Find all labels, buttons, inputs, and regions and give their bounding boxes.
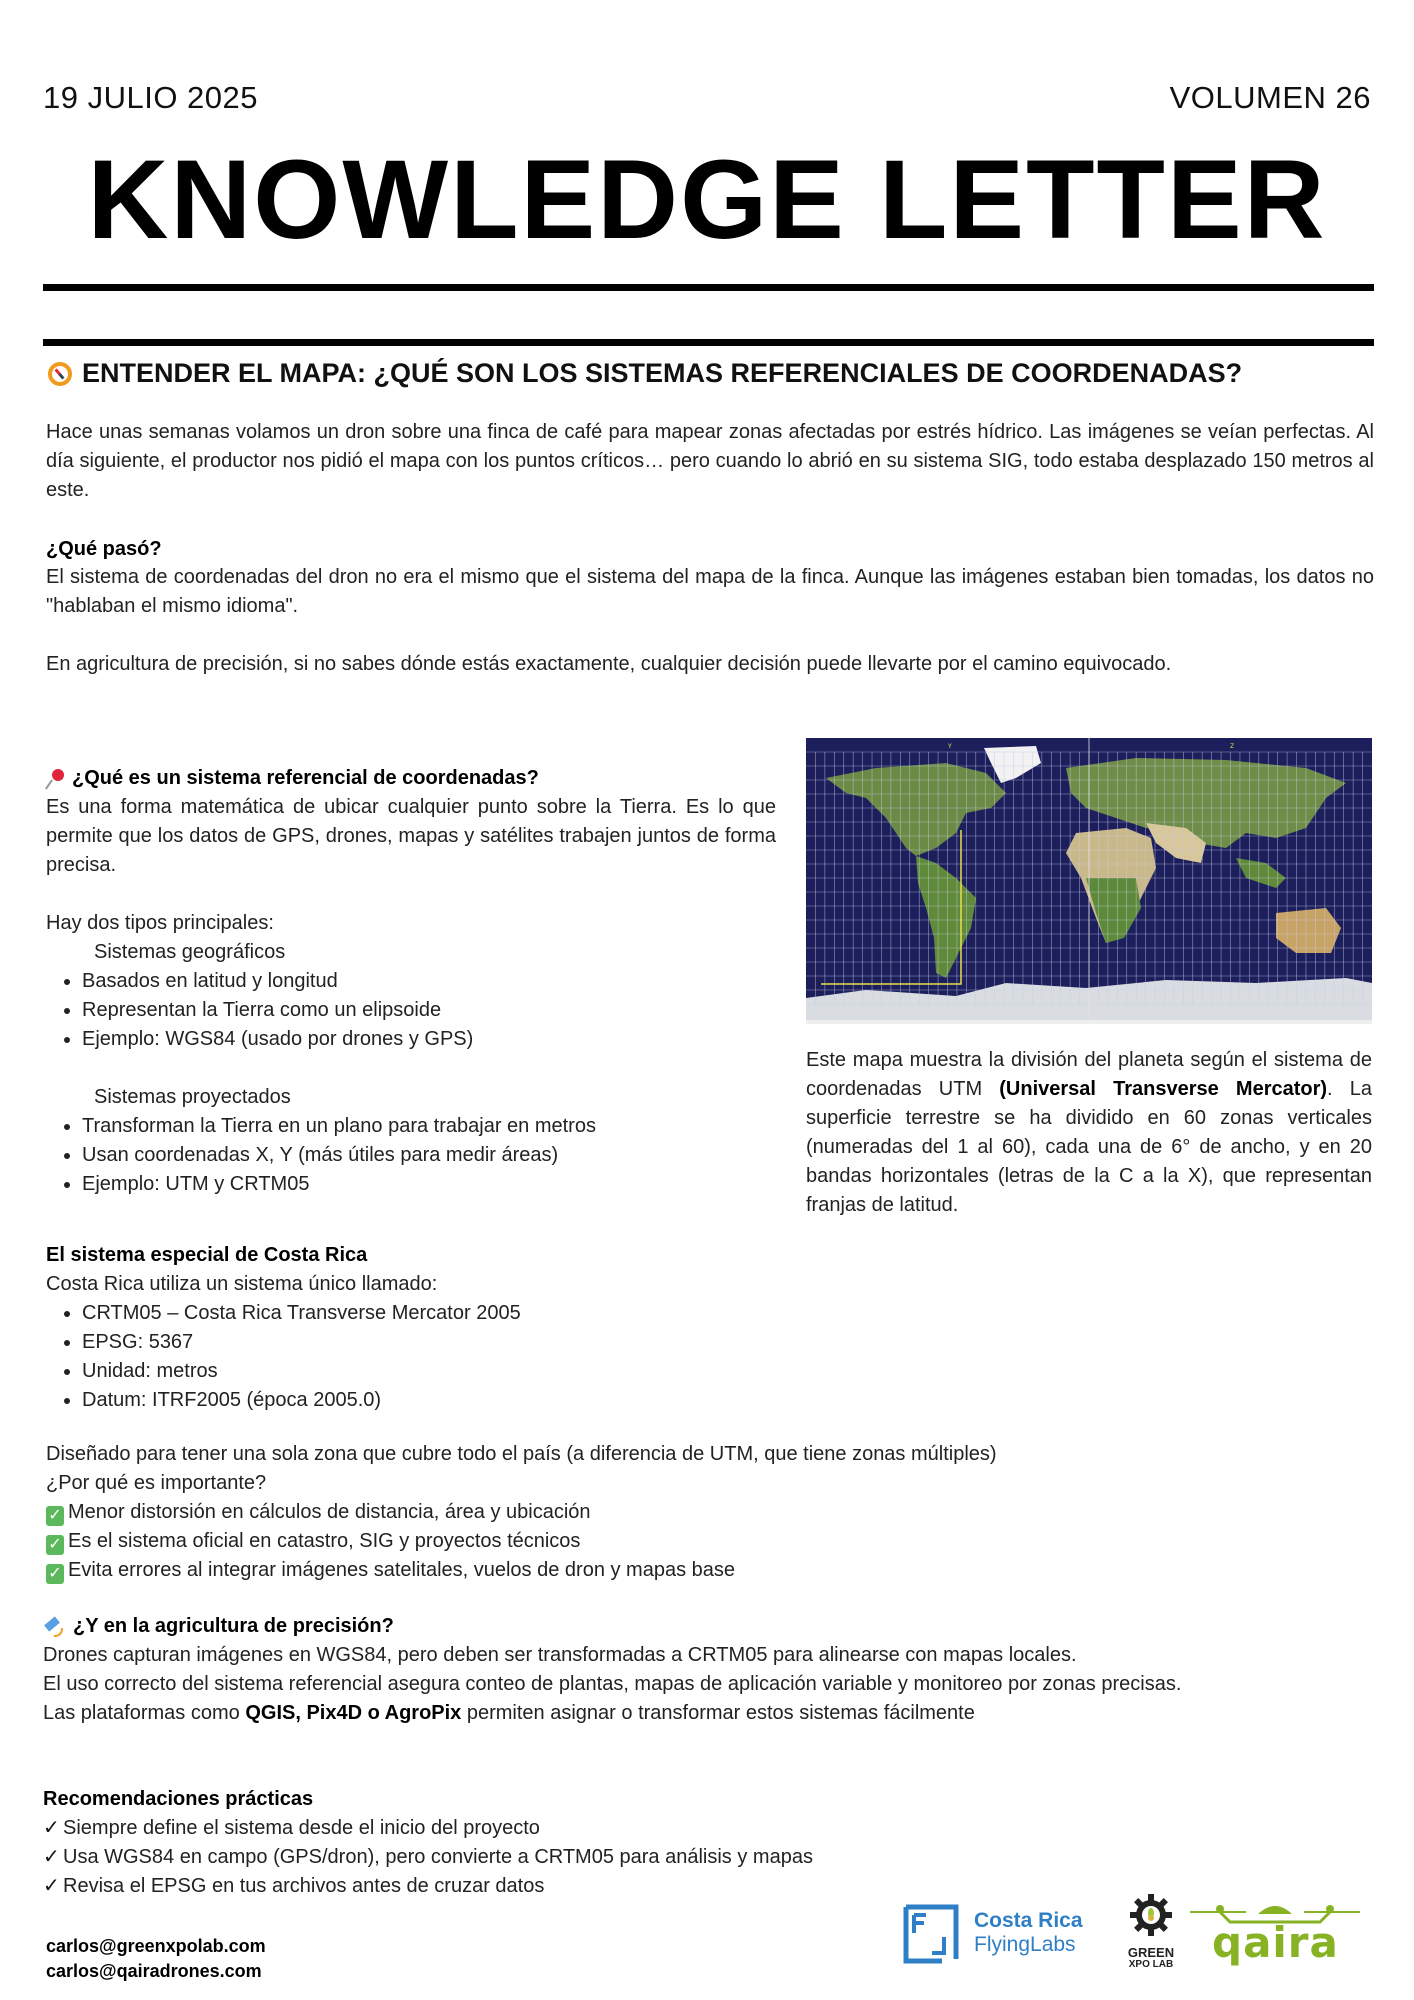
page-title: KNOWLEDGE LETTER (87, 137, 1327, 262)
platforms-list: QGIS, Pix4D o AgroPix (245, 1702, 462, 1724)
qaira-wordmark: qaira (1212, 1918, 1339, 1967)
list-item: • Ejemplo: WGS84 (usado por drones y GPS) (82, 1025, 776, 1054)
satellite-icon (43, 1617, 65, 1637)
design-section (46, 1440, 1374, 1585)
sistema-referencial-body: Es una forma matemática de ubicar cualquier punto sobre la Tierra. Es lo que permite que los datos de GPS, drones, mapas y satélites trabajen juntos de forma precisa. (46, 796, 776, 876)
geograficos-label: Sistemas geográficos (94, 941, 286, 963)
check-item: ✓ Evita errores al integrar imágenes satelitales, vuelos de dron y mapas base (46, 1556, 1374, 1585)
pushpin-icon (46, 769, 64, 789)
importance-question: ¿Por qué es importante? (46, 1472, 267, 1494)
geograficos-list (46, 967, 776, 1054)
list-item: • Ejemplo: UTM y CRTM05 (82, 1170, 776, 1199)
intro-paragraph: Hace unas semanas volamos un dron sobre una finca de café para mapear zonas afectadas por estrés hídrico. Las imágenes se veían perfectas. Al día siguiente, el productor nos pidió el mapa con los puntos críticos… pero cuando lo abrió en su sistema SIG, todo estaba desplazado 150 metros al este. (46, 421, 1374, 501)
section-heading (48, 358, 1242, 389)
proyectados-list (46, 1112, 776, 1199)
utm-world-map (806, 738, 1372, 1024)
list-item: • Unidad: metros (82, 1357, 946, 1386)
contact-emails (46, 1934, 266, 1984)
divider-top (43, 284, 1374, 291)
costa-rica-section (46, 1241, 946, 1415)
que-paso-heading: ¿Qué pasó? (46, 538, 162, 560)
checkmark-icon: ✓ (43, 1875, 60, 1897)
list-item: • Basados en latitud y longitud (82, 967, 776, 996)
agricultura-line-3: Las plataformas como QGIS, Pix4D o AgroPix permiten asignar o transformar estos sistemas fácilmente (43, 1702, 975, 1724)
list-item: • Datum: ITRF2005 (época 2005.0) (82, 1386, 946, 1415)
types-intro: Hay dos tipos principales: (46, 912, 274, 934)
design-text: Diseñado para tener una sola zona que cubre todo el país (a diferencia de UTM, que tiene zonas múltiples) (46, 1443, 997, 1465)
email-link[interactable]: carlos@greenxpolab.com (46, 1936, 266, 1956)
agricultura-line-2: El uso correcto del sistema referencial asegura conteo de plantas, mapas de aplicación variable y monitoreo por zonas precisas. (43, 1673, 1182, 1695)
check-item: ✓ Menor distorsión en cálculos de distancia, área y ubicación (46, 1498, 1374, 1527)
greenxpo-line-1: GREEN (1127, 1945, 1175, 1960)
flyinglabs-line-2: FlyingLabs (974, 1933, 1076, 1956)
check-item: ✓ Es el sistema oficial en catastro, SIG y proyectos técnicos (46, 1527, 1374, 1556)
costa-rica-intro: Costa Rica utiliza un sistema único llamado: (46, 1273, 438, 1295)
checkmark-icon: ✓ (43, 1846, 60, 1868)
utm-map-graphic (806, 738, 1372, 1020)
issue-volume: VOLUMEN 26 (1169, 80, 1371, 115)
compass-icon (48, 362, 72, 386)
list-item: • Usan coordenadas X, Y (más útiles para medir áreas) (82, 1141, 776, 1170)
agricultura-section (43, 1612, 1374, 1728)
checkmark-icon: ✓ (43, 1817, 60, 1839)
que-paso-text: El sistema de coordenadas del dron no era el mismo que el sistema del mapa de la finca. Aunque las imágenes estaban bien tomadas, los datos no "hablaban el mismo idioma". (46, 566, 1374, 617)
que-paso-text-2: En agricultura de precisión, si no sabes dónde estás exactamente, cualquier decisión puede llevarte por el camino equivocado. (46, 653, 1172, 675)
flyinglabs-line-1: Costa Rica (974, 1909, 1083, 1932)
recomendaciones-heading: Recomendaciones prácticas (43, 1788, 314, 1810)
proyectados-label: Sistemas proyectados (94, 1086, 291, 1108)
divider-bottom (43, 339, 1374, 346)
flyinglabs-logo (902, 1899, 1092, 1965)
recommendation-item: ✓ Revisa el EPSG en tus archivos antes de cruzar datos (43, 1872, 1043, 1901)
recomendaciones-section (43, 1785, 1043, 1901)
map-caption: Este mapa muestra la división del planeta según el sistema de coordenadas UTM (Universal Transverse Mercator). La superficie terrestre se ha dividido en 60 zonas verticales (numeradas del 1 al 60), cada una de 6° de ancho, y en 20 bandas horizontales (letras de la C a la X), que representan franjas de latitud. (806, 1049, 1372, 1216)
section-heading-text: ENTENDER EL MAPA: ¿QUÉ SON LOS SISTEMAS REFERENCIALES DE COORDENADAS? (82, 358, 1243, 388)
issue-date: 19 JULIO 2025 (43, 80, 259, 115)
check-mark-icon: ✓ (46, 1564, 64, 1584)
check-mark-icon: ✓ (46, 1506, 64, 1526)
recommendation-item: ✓ Usa WGS84 en campo (GPS/dron), pero convierte a CRTM05 para análisis y mapas (43, 1843, 1043, 1872)
flyinglabs-mark-icon (902, 1903, 960, 1965)
sistema-referencial-heading: ¿Qué es un sistema referencial de coordenadas? (46, 764, 776, 793)
costa-rica-heading: El sistema especial de Costa Rica (46, 1244, 368, 1266)
greenxpo-line-2: XPO LAB (1128, 1959, 1174, 1970)
list-item: • EPSG: 5367 (82, 1328, 946, 1357)
email-link[interactable]: carlos@qairadrones.com (46, 1961, 262, 1981)
costa-rica-list (46, 1299, 946, 1415)
utm-full-name: (Universal Transverse Mercator) (999, 1078, 1328, 1100)
svg-text:Y: Y (948, 743, 952, 750)
list-item: • Representan la Tierra como un elipsoide (82, 996, 776, 1025)
que-paso-body (46, 563, 1374, 679)
gear-icon (1129, 1893, 1173, 1937)
list-item: • CRTM05 – Costa Rica Transverse Mercator 2005 (82, 1299, 946, 1328)
recommendation-item: ✓ Siempre define el sistema desde el inicio del proyecto (43, 1814, 1043, 1843)
list-item: • Transforman la Tierra en un plano para trabajar en metros (82, 1112, 776, 1141)
greenxpo-logo (1116, 1893, 1186, 1983)
agricultura-heading: ¿Y en la agricultura de precisión? (43, 1612, 1374, 1641)
svg-text:Z: Z (1230, 743, 1235, 750)
check-mark-icon: ✓ (46, 1535, 64, 1555)
agricultura-line-1: Drones capturan imágenes en WGS84, pero deben ser transformadas a CRTM05 para alinearse con mapas locales. (43, 1644, 1077, 1666)
qaira-logo (1190, 1900, 1360, 1970)
sistema-referencial-section (46, 764, 776, 1199)
